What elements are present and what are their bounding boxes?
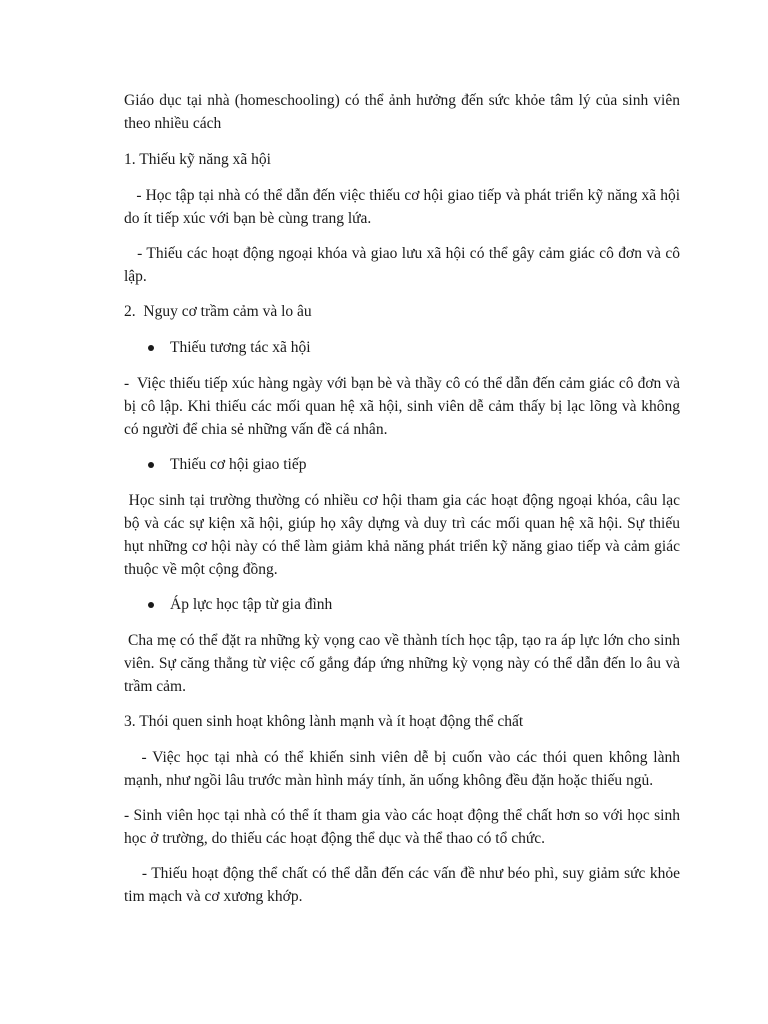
document-body [124,89,684,920]
section-3-heading: 3. Thói quen sinh hoạt không lành mạnh và ít hoạt động thể chất [124,713,524,730]
bullet-3-paragraph: Cha mẹ có thể đặt ra những kỳ vọng cao về thành tích học tập, tạo ra áp lực lớn cho sinh viên. Sự căng thẳng từ việc cố gắng đáp ứng những kỳ vọng này có thể dẫn đến lo âu và trầm cảm. [124,632,684,695]
bullet-2-paragraph: Học sinh tại trường thường có nhiều cơ hội tham gia các hoạt động ngoại khóa, câu lạc bộ và các sự kiện xã hội, giúp họ xây dựng và duy trì các mối quan hệ xã hội. Sự thiếu hụt những cơ hội này có thể làm giảm khả năng phát triển kỹ năng giao tiếp và cảm giác thuộc về một cộng đồng. [124,492,684,578]
bullet-item-communication [124,453,680,476]
bullet-dot-icon [148,602,154,608]
section-2-heading: 2. Nguy cơ trầm cảm và lo âu [124,303,312,320]
bullet-title: Áp lực học tập từ gia đình [170,596,333,613]
section-3-paragraph-3: - Thiếu hoạt động thể chất có thể dẫn đến các vấn đề như béo phì, suy giảm sức khỏe tim mạch và cơ xương khớp. [124,865,684,905]
bullet-item-family-pressure [124,593,680,616]
bullet-dot-icon [148,462,154,468]
section-3-paragraph-1: - Việc học tại nhà có thể khiến sinh viên dễ bị cuốn vào các thói quen không lành mạnh, như ngồi lâu trước màn hình máy tính, ăn uống không đều đặn hoặc thiếu ngủ. [124,749,684,789]
section-1-heading: 1. Thiếu kỹ năng xã hội [124,151,271,168]
bullet-item-social-interaction [124,336,680,359]
bullet-title: Thiếu cơ hội giao tiếp [170,456,307,473]
bullet-title: Thiếu tương tác xã hội [170,339,311,356]
section-3-paragraph-2: - Sinh viên học tại nhà có thể ít tham gia vào các hoạt động thể chất hơn so với học sinh học ở trường, do thiếu các hoạt động thể dục và thể thao có tổ chức. [124,807,684,847]
bullet-dot-icon [148,345,154,351]
intro-paragraph: Giáo dục tại nhà (homeschooling) có thể ảnh hưởng đến sức khỏe tâm lý của sinh viên theo nhiều cách [124,92,680,132]
section-1-paragraph-1: - Học tập tại nhà có thể dẫn đến việc thiếu cơ hội giao tiếp và phát triển kỹ năng xã hội do ít tiếp xúc với bạn bè cùng trang lứa. [124,187,684,227]
section-1-paragraph-2: - Thiếu các hoạt động ngoại khóa và giao lưu xã hội có thể gây cảm giác cô đơn và cô lập. [124,245,684,285]
bullet-1-paragraph: - Việc thiếu tiếp xúc hàng ngày với bạn bè và thầy cô có thể dẫn đến cảm giác cô đơn và bị cô lập. Khi thiếu các mối quan hệ xã hội, sinh viên dễ cảm thấy bị lạc lõng và không có người để chia sẻ những vấn đề cá nhân. [124,375,684,438]
